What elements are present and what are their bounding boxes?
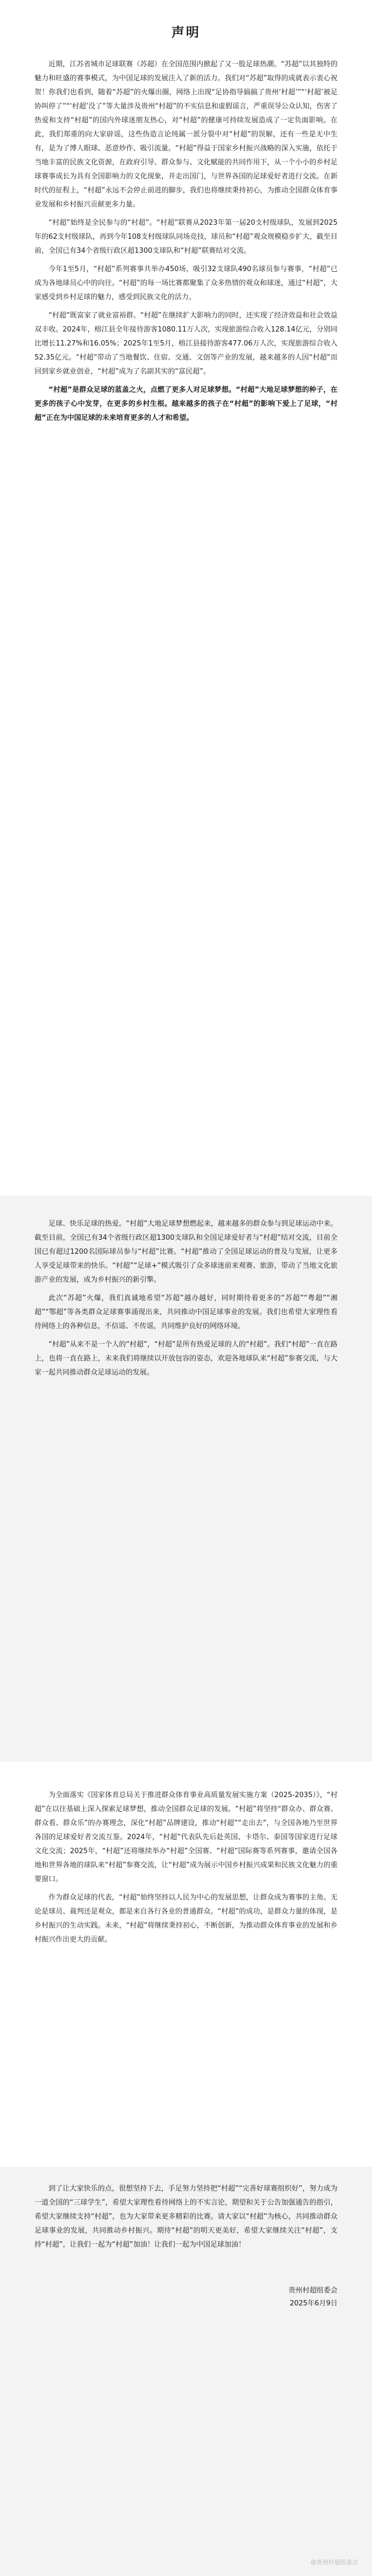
paragraph-people: 作为群众足球的代表，“村超”始终坚持以人民为中心的发展思想，让群众成为赛事的主角。无论是球员、裁判还是观众，都是来自各行各业的普通群众。“村超”的成功，是群众力量的体现，是乡村振兴的生动实践。未来，“村超”将继续秉持初心，不断创新，为推动群众体育事业的发展和乡村振兴作出更大的贡献。: [35, 1894, 337, 1944]
paragraph-intro: 近期，江苏省城市足球联赛（苏超）在全国范围内掀起了又一股足球热潮。“苏超”以其独特的魅力和旺盛的赛事模式，为中国足球的发展注入了新的活力。我们对“苏超”取得的成就表示衷心祝贺！你我们也看到，随着“苏超”的火爆出圈，网络上出现“足协指导搞搞了贵州‘村超’”“‘村超’被足协叫停了”“‘村超’没了”等大量涉及贵州“村超”的不实信息和虚假谣言，严重误导公众认知，伤害了热爱和支持“村超”的国内外球迷朋友热心，对“村超”的健康可持续发展造成了一定负面影响。在此，我们郑重的向大家辟谣，这些伪造言论纯属一派分裂中对“村超”的误解，还有一些是无中生有，是为了博人眼球、恶意炒作、吸引流量。“村超”得益于国家乡村振兴战略的深入实施，依托于当地丰富的民族文化资源，在政府引导、群众参与、文化赋能的共同作用下，从一个小小的乡村足球赛事成长为具有全国影响力的文化现象，并走出国门，与世界各国的足球爱好者进行交流。在新时代的征程上，“村超”永远不会停止前进的脚步，我们也将继续秉持初心，为推动全国群众体育事业发展和乡村振兴贡献更多力量。: [35, 60, 337, 209]
paragraph-everyone: “村超”从来不是一个人的“村超”，“村超”是所有热爱足球的人的“村超”。我们“村超”一直在路上，也将一直在路上，未来我们将继续以开放包容的姿态，欢迎各地球队来“村超”参赛交流，与大家一起共同推动群众足球运动的发展。: [35, 1341, 337, 1377]
statement-section-3: [0, 1767, 372, 2155]
paragraph-suchao: 此次“苏超”火爆，我们真诚地希望“苏超”越办越好，同时期待着更多的“苏超”“粤超”“湘超”“鄂超”等各类群众足球赛事涌现出来，共同推动中国足球事业的发展。我们也希望大家理性看待网络上的各种信息，不信谣、不传谣，共同维护良好的网络环境。: [35, 1294, 337, 1330]
signature-date: 2025年6月9日: [290, 2299, 337, 2308]
paragraph-participation: “村超”始终是全民参与的“村超”。“村超”联赛从2023年第一届20支村级球队，发展到2025年的62支村级球队，再到今年108支村级球队同场竞技，球员和“村超”观众规模稳步扩大，截至目前，全国已有34个省级行政区超1300支球队和“村超”联赛结对交流。: [35, 219, 337, 255]
watermark: @贵州村超组委会: [311, 2559, 358, 2566]
statement-section-2: [0, 1196, 372, 1762]
paragraph-closing: 到了让大家快乐的点，很想坚持下去，手足努力坚持把“村超”“完善好球赛组织好”，努力成为一道全国的“三球学生”，希望大家理性看待网络上的不实言论，期望和关于公告加强通告的指引，希望大家继续支持“村超”，也为大家带来更多精彩的比赛。请大家以“村超”为核心，共同推动群众足球事业的发展，共同推动乡村振兴。期待“村超”的明天更美好，希望大家继续关注“村超”，支持“村超”，让我们一起为“村超”加油！让我们一起为中国足球加油！: [35, 2185, 337, 2249]
paragraph-joy: 足球、快乐足球的热爱。“村超”大地足球梦想燃起来，越来越多的群众参与到足球运动中来。截至目前，全国已有34个省级行政区超1300支球队和全国足球爱好者与“村超”结对交流，目前全国已有超过1200名国际球员参与“村超”比赛。“村超”推动了全国足球运动的普及与发展，让更多人享受足球带来的快乐。“村超”“足球+”模式吸引了众多球迷前来观赛、旅游，带动了当地文化旅游产业的发展，成为乡村振兴的新引擎。: [35, 1220, 337, 1284]
paragraph-plan: 为全面落实《国家体育总局关于推进群众体育事业高质量发展实施方案（2025-2035）》，“村超”在以往基础上深入探索足球梦想，推动全国群众足球的发展。“村超”将坚持“群众办、群众赛、群众看、群众乐”的办赛理念，深化“村超”品牌建设，推动“村超”“走出去”，与全国各地乃至世界各国的足球爱好者交流互鉴。2024年，“村超”代表队先后赴英国、卡塔尔、泰国等国家进行足球文化交流；2025年，“村超”还将继续举办“村超”全国赛、“村超”国际赛等系列赛事，邀请全国各地和世界各地的球队来“村超”参赛交流，让“村超”成为展示中国乡村振兴成果和民族文化魅力的重要窗口。: [35, 1791, 337, 1883]
signature-org: 贵州村超组委会: [288, 2287, 337, 2295]
statement-section-4: [0, 2167, 372, 2576]
paragraph-dream: “村超”是群众足球的蓝盖之火，点燃了更多人对足球梦想。“村超”大地足球梦想的种子，在更多的孩子心中发芽，在更多的乡村生根。越来越多的孩子在“村超”的影响下爱上了足球，“村超”正在为中国足球的未来培育更多的人才和希望。: [35, 386, 337, 422]
paragraph-economy: “村超”既富家了就业富裕群。“村超”在继续扩大影响力的同时，还实现了经济效益和社会效益双丰收。2024年，榕江县全年接待游客1080.11万人次，实现旅游综合收入128.14亿元，分别同比增长11.27%和16.05%；2025年1至5月，榕江县接待游客477.06万人次，实现旅游综合收入52.35亿元。“村超”带动了当地餐饮、住宿、交通、文创等产业的发展，越来越多的人因“村超”而回到家乡就业创业，“村超”成为了名副其实的“富民超”。: [35, 312, 337, 376]
paragraph-matches: 今年1至5月，“村超”系列赛事共举办450场，吸引32支球队490名球员参与赛事，“村超”已成为各地球员心中的向往。“村超”的每一场比赛都聚集了众多热情的观众和球迷，通过“村超”，大家感受到乡村足球的魅力，感受到民族文化的活力。: [35, 265, 337, 301]
page-title: 声明: [171, 25, 201, 40]
statement-section-1: [0, 0, 372, 1191]
